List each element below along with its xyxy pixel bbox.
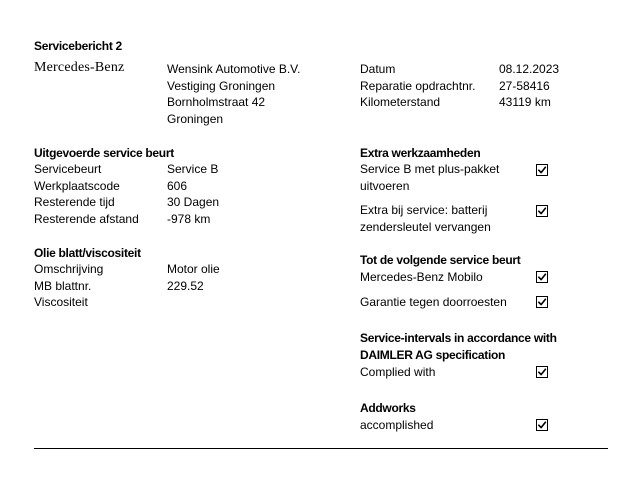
addworks-item-label: accomplished [360,418,434,432]
dealer-street: Bornholmstraat 42 [167,95,266,109]
oil-row-value: Motor olie [167,262,220,276]
checkmark-icon [537,420,547,430]
brand-logo: Mercedes-Benz [34,60,125,75]
checkbox-icon[interactable] [536,271,548,283]
extra-heading: Extra werkzaamheden [360,146,481,160]
dealer-branch: Vestiging Groningen [167,79,276,93]
checkbox-icon[interactable] [536,205,548,217]
order-value: 27-58416 [499,79,550,93]
oil-row-label: Viscositeit [34,295,88,309]
intervals-item-label: Complied with [360,365,436,379]
addworks-heading: Addworks [360,401,416,415]
oil-heading: Olie blatt/viscositeit [34,246,141,260]
checkbox-icon[interactable] [536,419,548,431]
service-row-label: Resterende afstand [34,212,139,226]
mileage-label: Kilometerstand [360,95,441,109]
order-label: Reparatie opdrachtnr. [360,79,476,93]
checkmark-icon [537,367,547,377]
intervals-heading: Service-intervals in accordance with [360,331,557,345]
bottom-divider [34,448,608,449]
intervals-heading: DAIMLER AG specification [360,348,506,362]
dealer-city: Groningen [167,112,224,126]
service-row-label: Werkplaatscode [34,179,120,193]
extra-item-line: zendersleutel vervangen [360,220,491,234]
checkbox-icon[interactable] [536,366,548,378]
next-heading: Tot de volgende service beurt [360,253,521,267]
report-title: Servicebericht 2 [34,39,122,53]
oil-row-label: MB blattnr. [34,279,92,293]
service-heading: Uitgevoerde service beurt [34,146,174,160]
mileage-value: 43119 km [499,95,551,109]
extra-item-line: Extra bij service: batterij [360,203,488,217]
dealer-name: Wensink Automotive B.V. [167,62,301,76]
next-item-label: Garantie tegen doorroesten [360,295,507,309]
checkmark-icon [537,165,547,175]
extra-item-line: Service B met plus-pakket [360,162,500,176]
service-row-value: -978 km [167,212,211,226]
date-label: Datum [360,62,396,76]
service-row-value: 606 [167,179,188,193]
service-row-label: Servicebeurt [34,162,102,176]
date-value: 08.12.2023 [499,62,560,76]
service-row-value: Service B [167,162,219,176]
checkbox-icon[interactable] [536,296,548,308]
extra-item-line: uitvoeren [360,179,410,193]
next-item-label: Mercedes-Benz Mobilo [360,270,483,284]
oil-row-value: 229.52 [167,279,204,293]
service-row-value: 30 Dagen [167,195,220,209]
checkbox-icon[interactable] [536,164,548,176]
checkmark-icon [537,297,547,307]
checkmark-icon [537,272,547,282]
service-row-label: Resterende tijd [34,195,115,209]
checkmark-icon [537,206,547,216]
oil-row-label: Omschrijving [34,262,104,276]
